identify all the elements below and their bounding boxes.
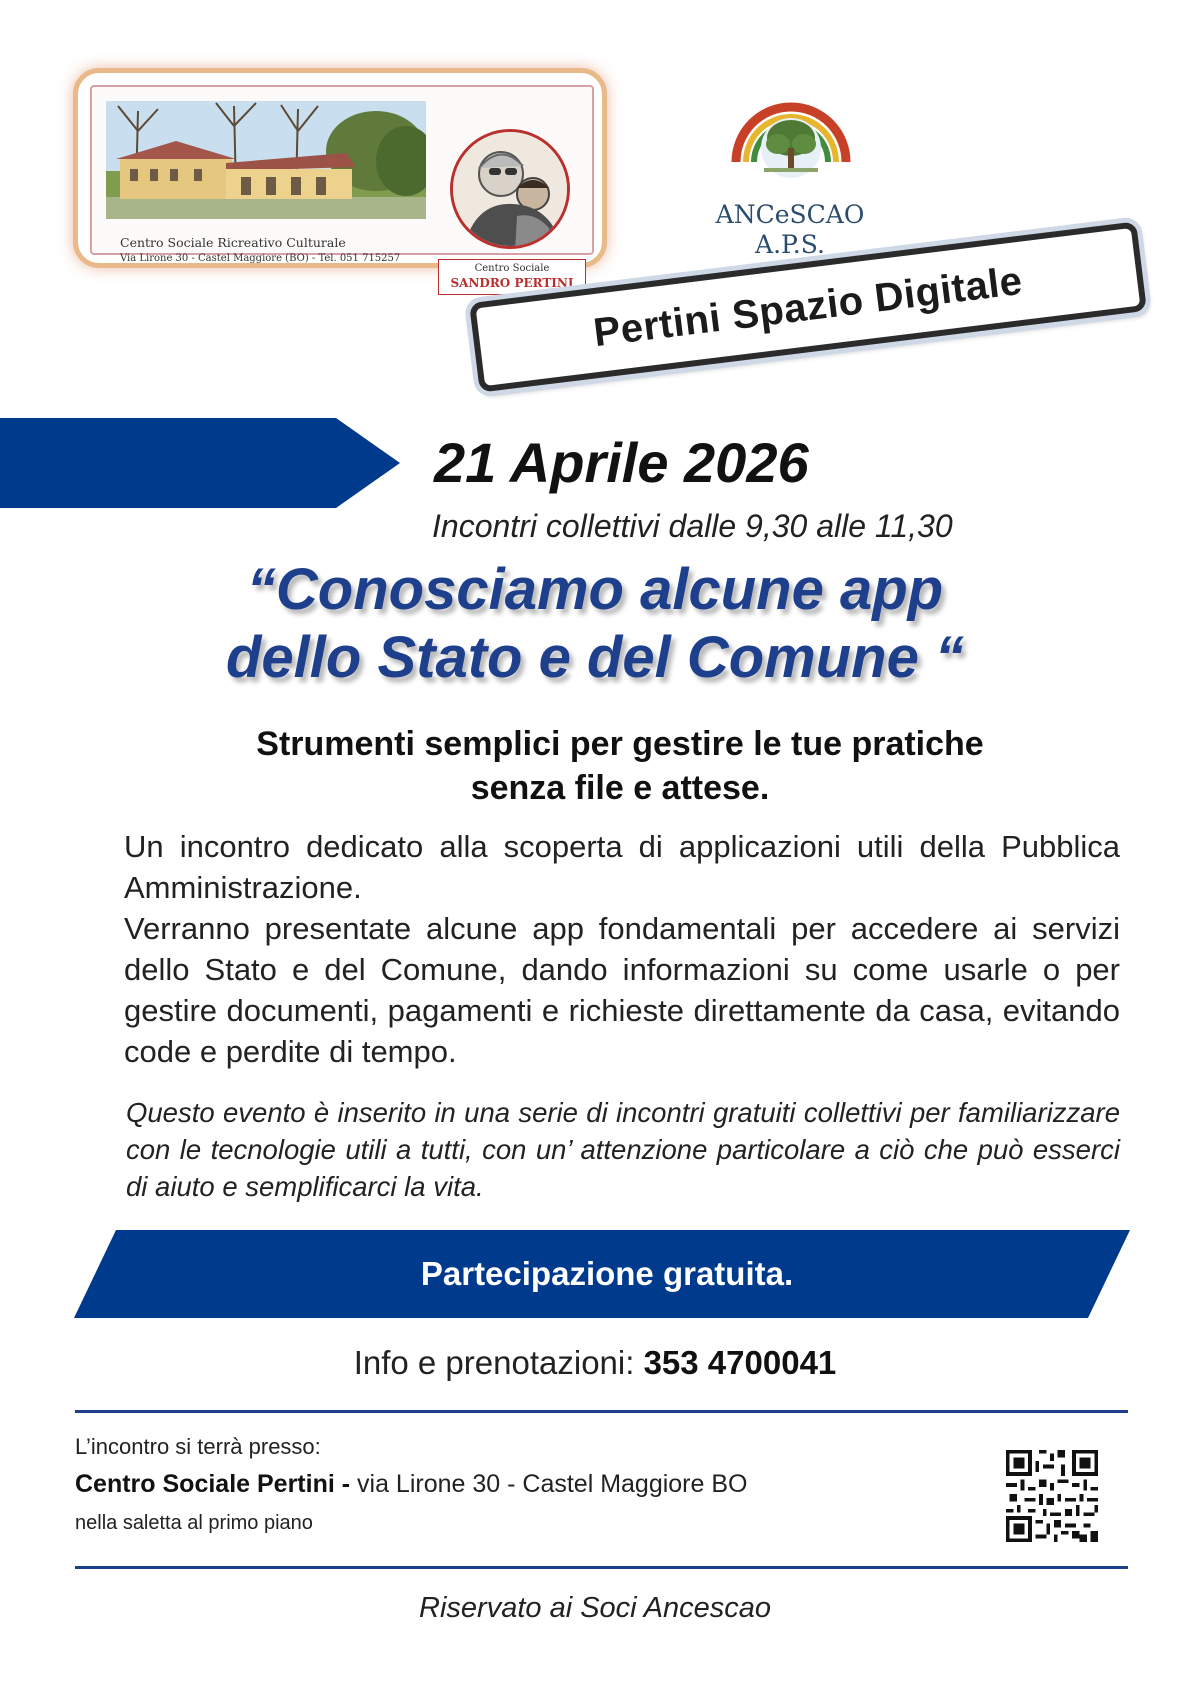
ancescao-aps: A.P.S. [755, 230, 825, 259]
divider-top [75, 1410, 1128, 1413]
ancescao-logo-text [700, 200, 880, 260]
event-subtitle-line2: senza file e attese. [470, 769, 770, 807]
ancescao-emblem [716, 70, 866, 200]
event-series-note: Questo evento è inserito in una serie di incontri gratuiti collettivi per familiarizzare con le tecnologie utili a tutti, con un’ attenzione particolare a ciò che può esserci di aiuto e semplificarci la vita. [126, 1097, 1120, 1202]
description-paragraph-1: Un incontro dedicato alla scoperta di applicazioni utili della Pubblica Amministrazione. [124, 829, 1120, 905]
date-arrow-shape [0, 418, 400, 508]
event-title-line2: dello Stato e del Comune “ [226, 625, 964, 690]
event-title-line1: “Conosciamo alcune app [246, 557, 944, 622]
portrait-label-line1: Centro Sociale [474, 263, 550, 274]
event-time: Incontri collettivi dalle 9,30 alle 11,30 [432, 508, 953, 544]
centro-sociale-logo [73, 68, 607, 290]
qr-code-icon[interactable] [1006, 1450, 1098, 1542]
sandro-pertini-portrait [450, 129, 570, 249]
event-date: 21 Aprile 2026 [434, 431, 809, 494]
participation-text: Partecipazione gratuita. [420, 1255, 794, 1292]
portrait-name-label [438, 259, 586, 295]
portrait-label-line2: SANDRO PERTINI [450, 276, 574, 290]
logo-inner-frame [90, 85, 594, 290]
location-intro: L’incontro si terrà presso: [75, 1434, 321, 1459]
footer-members-only: Riservato ai Soci Ancescao [419, 1592, 771, 1624]
building-photo [106, 101, 426, 219]
program-banner-text: Pertini Spazio Digitale [591, 258, 1025, 355]
location-room: nella saletta al primo piano [75, 1512, 313, 1534]
ancescao-name: ANCeSCAO [715, 200, 865, 229]
location-address: via Lirone 30 - Castel Maggiore BO [357, 1470, 748, 1498]
logo-caption-address: Via Lirone 30 - Castel Maggiore (BO) - Tel. 051 715257 [120, 253, 401, 264]
building-illustration [106, 101, 426, 219]
info-phone-number[interactable]: 353 4700041 [643, 1344, 837, 1381]
description-paragraph-2: Verranno presentate alcune app fondamentali per accedere ai servizi dello Stato e del Comune, dando informazioni su come usarle o per gestire documenti, pagamenti e richieste direttamente da casa, evitando code e perdite di tempo. [124, 911, 1120, 1069]
event-subtitle [100, 722, 1140, 810]
location-venue: Centro Sociale Pertini - [75, 1470, 358, 1498]
logo-caption-title: Centro Sociale Ricreativo Culturale [120, 235, 346, 250]
info-line [0, 1344, 1190, 1382]
event-description [124, 826, 1120, 1072]
location-address-line [75, 1470, 747, 1499]
divider-bottom [75, 1566, 1128, 1569]
event-subtitle-line1: Strumenti semplici per gestire le tue pratiche [256, 725, 984, 763]
info-label: Info e prenotazioni: [353, 1344, 644, 1381]
portrait-illustration [453, 132, 570, 249]
event-title [100, 556, 1090, 692]
